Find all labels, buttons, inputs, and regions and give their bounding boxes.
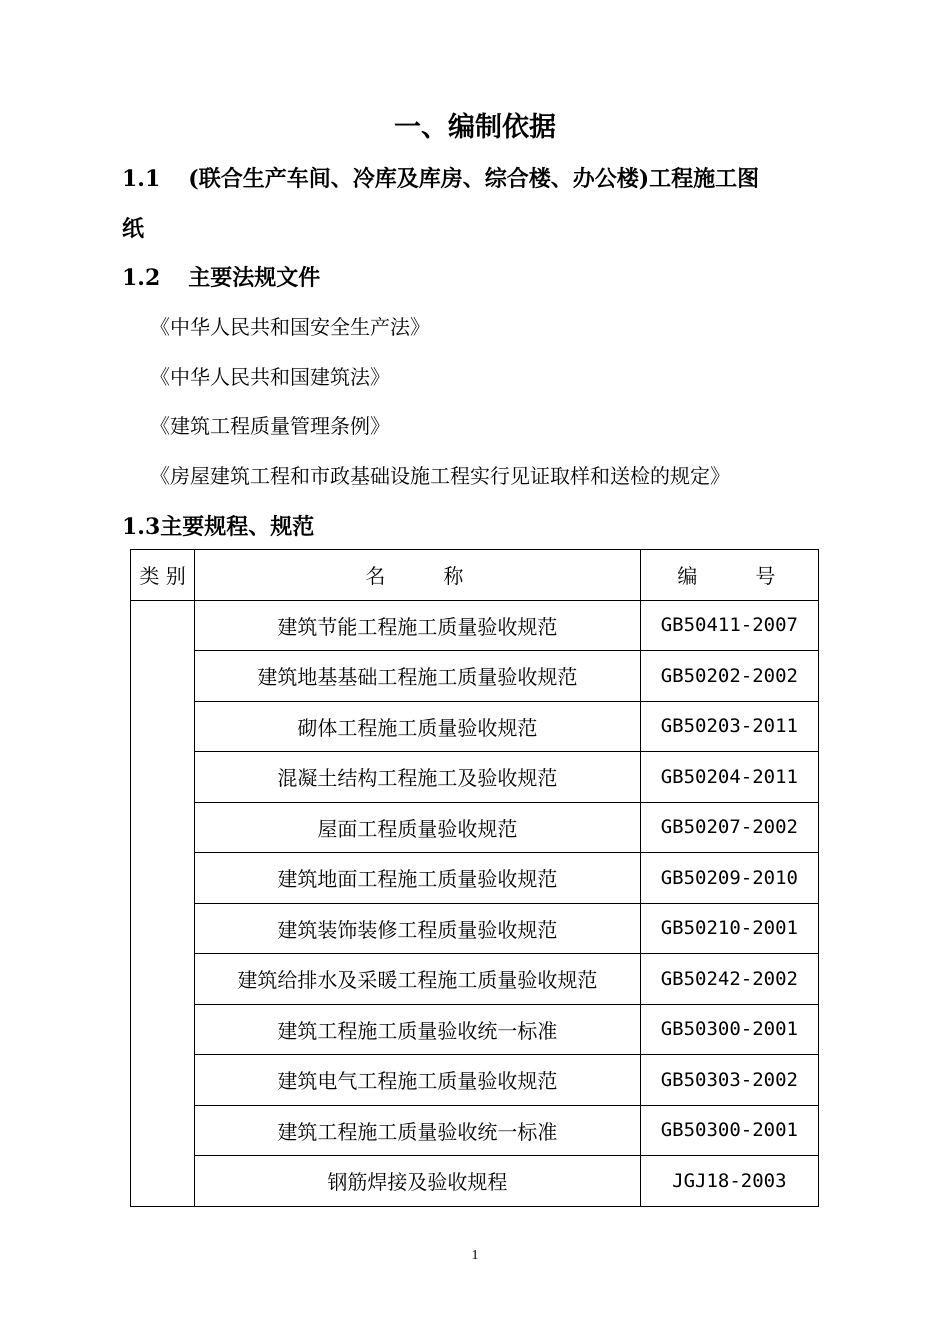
table-row — [131, 903, 819, 954]
section-1-3-heading — [122, 502, 842, 552]
table-row — [131, 600, 819, 651]
section-1-1-text-cont: 纸 — [122, 216, 145, 242]
table-row — [131, 1156, 819, 1207]
standard-code: GB50210-2001 — [640, 903, 818, 954]
section-1-1-text: (联合生产车间、冷库及库房、综合楼、办公楼)工程施工图 — [188, 166, 760, 192]
standard-code: GB50203-2011 — [640, 701, 818, 752]
page-title: 一、编制依据 — [394, 112, 556, 143]
section-1-1-heading — [122, 154, 842, 204]
header-code: 编 号 — [640, 550, 818, 601]
standard-code: GB50209-2010 — [640, 853, 818, 904]
standard-code: GB50202-2002 — [640, 651, 818, 702]
section-1-2-heading — [122, 253, 842, 303]
table-row — [131, 651, 819, 702]
standard-code: GB50300-2001 — [640, 1105, 818, 1156]
standard-name: 砌体工程施工质量验收规范 — [195, 701, 641, 752]
page-number: 1 — [471, 1248, 479, 1263]
standard-name: 建筑节能工程施工质量验收规范 — [195, 600, 641, 651]
table-row — [131, 1055, 819, 1106]
header-name: 名 称 — [195, 550, 641, 601]
section-1-2-number: 1.2 — [122, 265, 161, 291]
standards-table — [130, 549, 819, 1207]
header-category: 类 别 — [131, 550, 195, 601]
standard-name: 建筑地基基础工程施工质量验收规范 — [195, 651, 641, 702]
standard-name: 建筑给排水及采暖工程施工质量验收规范 — [195, 954, 641, 1005]
table-row — [131, 701, 819, 752]
section-1-2-text: 主要法规文件 — [188, 265, 321, 291]
law-item: 《中华人民共和国建筑法》 — [150, 365, 390, 389]
standard-code: GB50300-2001 — [640, 1004, 818, 1055]
standard-name: 屋面工程质量验收规范 — [195, 802, 641, 853]
standard-code: GB50207-2002 — [640, 802, 818, 853]
standard-name: 建筑电气工程施工质量验收规范 — [195, 1055, 641, 1106]
law-item: 《房屋建筑工程和市政基础设施工程实行见证取样和送检的规定》 — [150, 464, 730, 488]
section-1-1-number: 1.1 — [122, 166, 161, 192]
standard-name: 钢筋焊接及验收规程 — [195, 1156, 641, 1207]
standard-code: GB50303-2002 — [640, 1055, 818, 1106]
table-row — [131, 1004, 819, 1055]
standard-code: GB50204-2011 — [640, 752, 818, 803]
category-cell — [131, 600, 195, 1206]
section-1-3-text: 1.3主要规程、规范 — [122, 514, 315, 540]
section-1-1-heading-continuation — [122, 204, 842, 254]
standard-name: 建筑地面工程施工质量验收规范 — [195, 853, 641, 904]
table-row — [131, 752, 819, 803]
table-row — [131, 954, 819, 1005]
table-row — [131, 802, 819, 853]
standard-name: 建筑工程施工质量验收统一标准 — [195, 1105, 641, 1156]
standard-code: JGJ18-2003 — [640, 1156, 818, 1207]
standard-name: 建筑装饰装修工程质量验收规范 — [195, 903, 641, 954]
standard-code: GB50242-2002 — [640, 954, 818, 1005]
law-item: 《建筑工程质量管理条例》 — [150, 414, 390, 438]
table-header-row — [131, 550, 819, 601]
standard-code: GB50411-2007 — [640, 600, 818, 651]
standard-name: 建筑工程施工质量验收统一标准 — [195, 1004, 641, 1055]
table-row — [131, 853, 819, 904]
standard-name: 混凝土结构工程施工及验收规范 — [195, 752, 641, 803]
law-item: 《中华人民共和国安全生产法》 — [150, 315, 430, 339]
table-row — [131, 1105, 819, 1156]
